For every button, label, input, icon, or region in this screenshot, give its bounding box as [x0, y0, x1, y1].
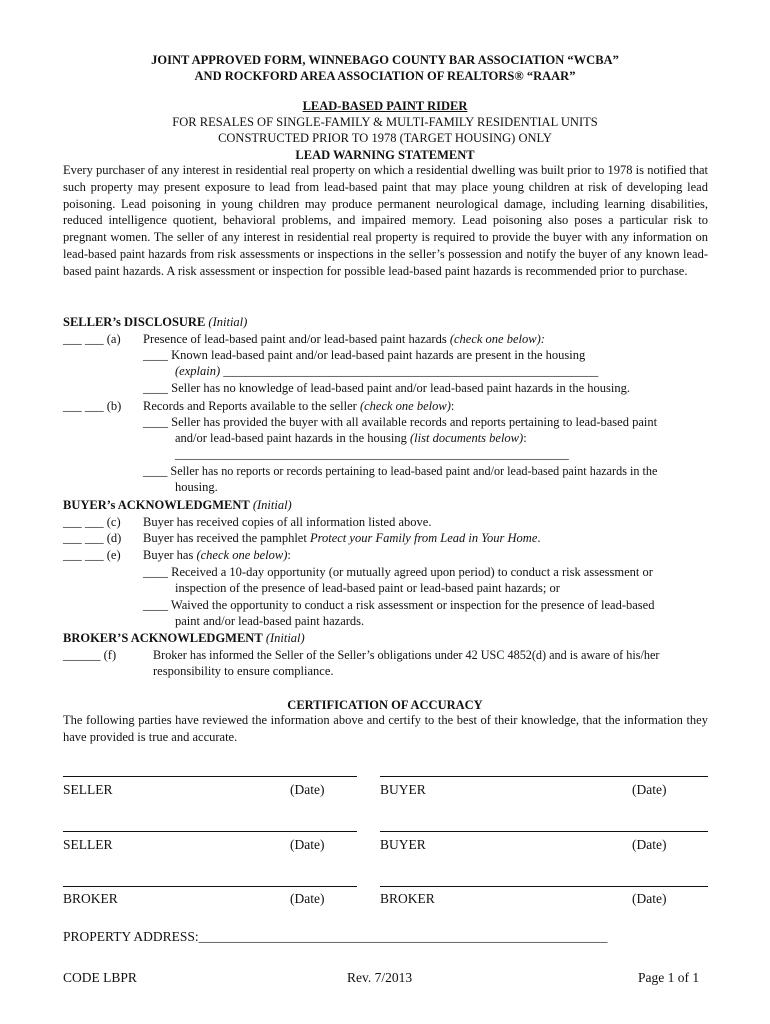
broker-initial-label: (Initial) — [265, 631, 305, 645]
buyer-2-date-label: (Date) — [632, 837, 667, 852]
buyer-d-label: Buyer has received the pamphlet — [143, 531, 307, 545]
broker-2-label: BROKER — [380, 891, 435, 906]
buyer-2-signature-line[interactable] — [380, 831, 708, 832]
seller-b-initials[interactable]: ___ ___ (b) — [63, 399, 122, 413]
broker-f-initials[interactable]: ______ (f) — [63, 648, 117, 662]
broker-2-signature-line[interactable] — [380, 886, 708, 887]
broker-2-date-label: (Date) — [632, 891, 667, 906]
seller-1-label: SELLER — [63, 782, 113, 797]
seller-a-text — [143, 331, 545, 347]
buyer-e1-option-cont: inspection of the presence of lead-based paint or lead-based paint hazards; or — [175, 581, 560, 595]
warning-statement: Every purchaser of any interest in residential real property on which a residential dwelling was built prior to 1978 is notified that such property may present exposure to lead from lead-based paint that may place young children at risk of developing lead poisoning. Lead poisoning in young children may produce permanent neurological damage, including learning disabilities, reduced intelligence quotient, behavioral problems, and impaired memory. Lead poisoning also poses a particular risk to pregnant women. The seller of any interest in residential real property is required to provide the buyer with any information on lead-based paint hazards from risk assessments or inspections in the seller’s possession and notify the buyer of any known lead-based paint hazards. A risk assessment or inspection for possible lead-based paint hazards is recommended prior to purchase. — [63, 163, 708, 278]
seller-disclosure-heading — [63, 314, 247, 330]
seller-b2-option[interactable]: ____ Seller has no reports or records pertaining to lead-based paint and/or lead-based paint hazards in the — [143, 464, 658, 478]
buyer-1-signature-line[interactable] — [380, 776, 708, 777]
buyer-1-label: BUYER — [380, 782, 426, 797]
buyer-d-initials[interactable]: ___ ___ (d) — [63, 531, 122, 545]
seller-heading-text: SELLER’s DISCLOSURE — [63, 315, 206, 329]
buyer-2-label: BUYER — [380, 837, 426, 852]
seller-b1-option-cont: and/or lead-based paint hazards in the housing (list documents below): — [175, 431, 527, 445]
seller-a1-option[interactable]: ____ Known lead-based paint and/or lead-based paint hazards are present in the housing — [143, 348, 586, 362]
seller-a1-explain — [175, 363, 598, 379]
broker-f-text-cont: responsibility to ensure compliance. — [153, 664, 334, 678]
buyer-d-pamphlet-title: Protect your Family from Lead in Your Home — [309, 531, 538, 545]
buyer-e-text: Buyer has (check one below): — [143, 548, 291, 562]
rider-subtitle-1: FOR RESALES OF SINGLE-FAMILY & MULTI-FAMILY RESIDENTIAL UNITS — [172, 115, 598, 129]
broker-1-date-label: (Date) — [290, 891, 325, 906]
seller-a-label: Presence of lead-based paint and/or lead-based paint hazards — [143, 332, 447, 346]
seller-b1-documents-field[interactable]: _______________________________________________________________ — [175, 447, 569, 461]
footer-revision: Rev. 7/2013 — [347, 970, 413, 985]
seller-b-text — [143, 398, 454, 414]
buyer-1-date-label: (Date) — [632, 782, 667, 797]
property-address-field[interactable]: __________________________________________________________________ — [198, 930, 608, 944]
buyer-e1-option[interactable]: ____ Received a 10-day opportunity (or mutually agreed upon period) to conduct a risk assessment or — [143, 565, 653, 579]
seller-b1-option[interactable]: ____ Seller has provided the buyer with all available records and reports pertaining to lead-based paint — [143, 415, 658, 429]
footer-page-number: Page 1 of 1 — [638, 970, 700, 985]
header-line-2: AND ROCKFORD AREA ASSOCIATION OF REALTORS® “RAAR” — [194, 69, 576, 83]
buyer-e-initials[interactable]: ___ ___ (e) — [63, 548, 121, 562]
buyer-ack-heading — [63, 497, 292, 513]
seller-a2-option[interactable]: ____ Seller has no knowledge of lead-based paint and/or lead-based paint hazards in the housing. — [143, 381, 631, 395]
property-address-label: PROPERTY ADDRESS: — [63, 929, 199, 944]
rider-subtitle-2: CONSTRUCTED PRIOR TO 1978 (TARGET HOUSING) ONLY — [218, 131, 552, 145]
seller-2-signature-line[interactable] — [63, 831, 357, 832]
warning-title: LEAD WARNING STATEMENT — [295, 148, 475, 162]
seller-b-label: Records and Reports available to the seller — [143, 399, 357, 413]
buyer-heading-text: BUYER’s ACKNOWLEDGMENT — [63, 498, 250, 512]
seller-a1-explain-field[interactable]: ____________________________________________________________ — [223, 364, 599, 378]
seller-a1-explain-label: (explain) — [175, 364, 221, 378]
broker-f-text: Broker has informed the Seller of the Seller’s obligations under 42 USC 4852(d) and is aware of his/her — [153, 648, 660, 662]
buyer-d-text: Buyer has received the pamphlet Protect your Family from Lead in Your Home. — [143, 531, 541, 545]
seller-b1-list-label: (list documents below) — [410, 431, 524, 445]
buyer-e2-option[interactable]: ____ Waived the opportunity to conduct a risk assessment or inspection for the presence of lead-based — [143, 598, 655, 612]
buyer-e2-option-cont: paint and/or lead-based paint hazards. — [175, 614, 365, 628]
broker-1-signature-line[interactable] — [63, 886, 357, 887]
seller-a-check: (check one below): — [449, 332, 545, 346]
certification-title: CERTIFICATION OF ACCURACY — [287, 698, 483, 712]
seller-b1-cont-text: and/or lead-based paint hazards in the housing — [175, 431, 407, 445]
rider-title: LEAD-BASED PAINT RIDER — [302, 99, 468, 113]
seller-2-label: SELLER — [63, 837, 113, 852]
footer-code: CODE LBPR — [63, 970, 137, 985]
seller-2-date-label: (Date) — [290, 837, 325, 852]
buyer-c-initials[interactable]: ___ ___ (c) — [63, 515, 121, 529]
seller-b-check: (check one below) — [359, 399, 451, 413]
header-line-1: JOINT APPROVED FORM, WINNEBAGO COUNTY BAR ASSOCIATION “WCBA” — [151, 53, 619, 67]
seller-b-colon: : — [450, 399, 455, 413]
broker-heading-text: BROKER’S ACKNOWLEDGMENT — [63, 631, 263, 645]
seller-1-date-label: (Date) — [290, 782, 325, 797]
broker-1-label: BROKER — [63, 891, 118, 906]
buyer-c-text: Buyer has received copies of all information listed above. — [143, 515, 432, 529]
seller-1-signature-line[interactable] — [63, 776, 357, 777]
seller-initial-label: (Initial) — [208, 315, 248, 329]
seller-a-initials[interactable]: ___ ___ (a) — [63, 332, 121, 346]
seller-b2-option-cont: housing. — [175, 480, 218, 494]
buyer-e-check: (check one below) — [196, 548, 288, 562]
property-address-row — [63, 929, 608, 945]
buyer-initial-label: (Initial) — [252, 498, 292, 512]
broker-ack-heading — [63, 630, 305, 646]
buyer-e-label: Buyer has — [143, 548, 194, 562]
certification-text: The following parties have reviewed the information above and certify to the best of their knowledge, that the information they have provided is true and accurate. — [63, 713, 708, 744]
